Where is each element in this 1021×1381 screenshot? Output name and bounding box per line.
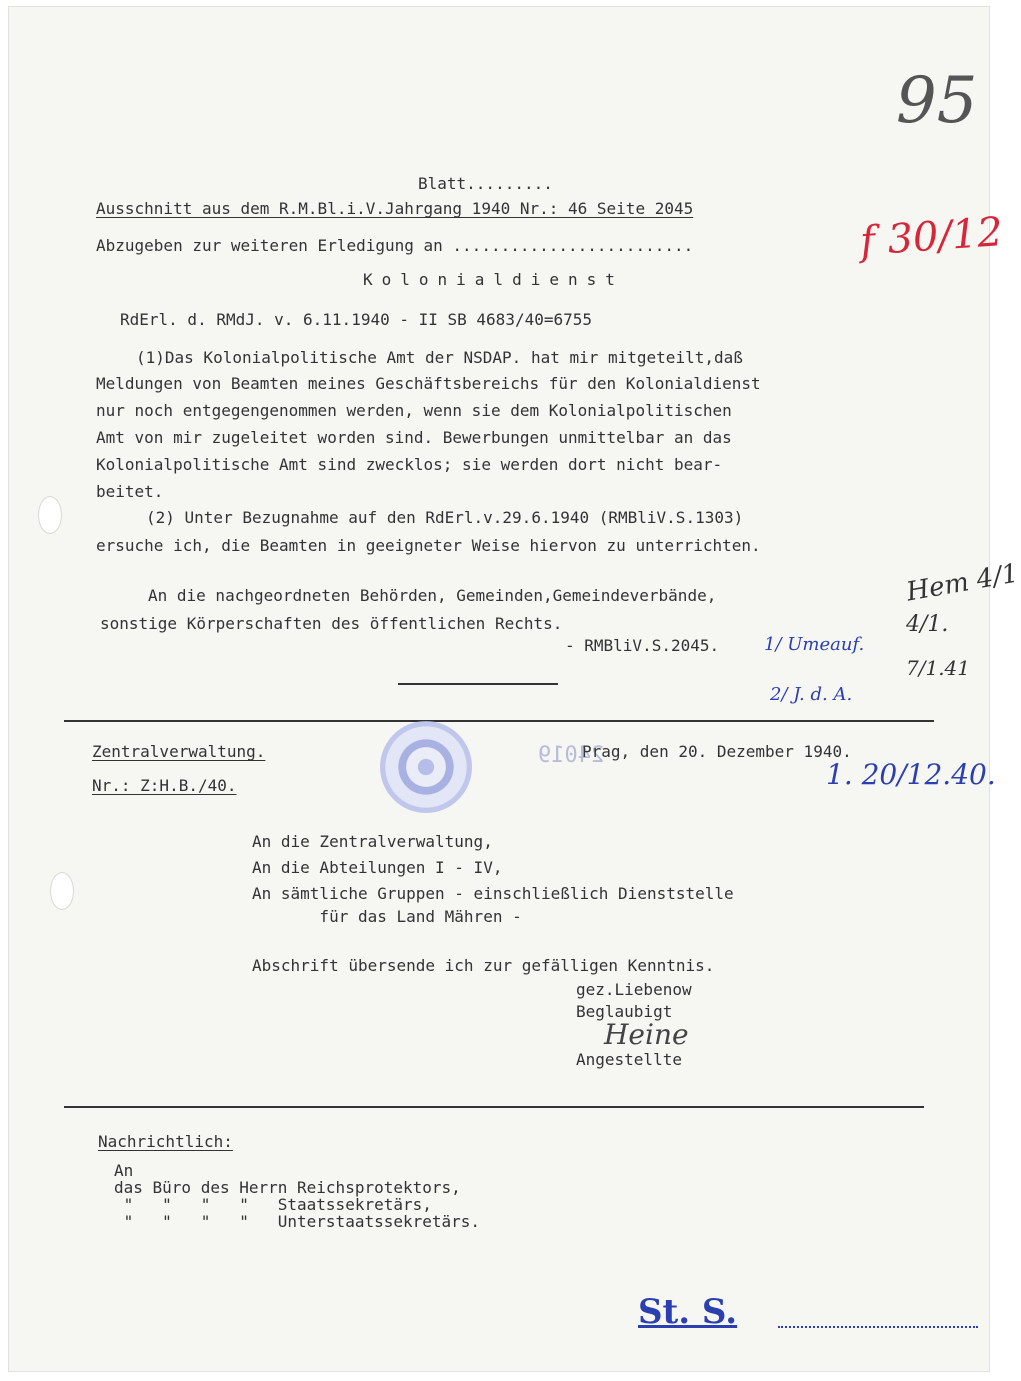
signed-by: gez.Liebenow [576,980,692,999]
certified-label: Beglaubigt [576,1002,673,1021]
blue-handwritten-date: 1. 20/12.40. [826,758,996,791]
nachrichtlich-line: An [114,1161,134,1180]
body-line: Kolonialpolitische Amt sind zwecklos; sie werden dort nicht bear- [96,455,723,474]
seal-stamp [380,721,472,813]
footer-divider [64,1106,924,1108]
nachrichtlich-line: " " " " Staatssekretärs, [114,1195,432,1214]
body-line: nur noch entgegengenommen werden, wenn sie dem Kolonialpolitischen [96,401,732,420]
punch-hole-top [38,496,62,534]
body-line: ersuche ich, die Beamten in geeigneter Weise hiervon zu unterrichten. [96,536,761,555]
addressees-line: An die nachgeordneten Behörden, Gemeinden,Gemeindeverbände, [148,586,717,605]
signer-role: Angestellte [576,1050,682,1069]
document-page [8,6,1021,1372]
body-line: (2) Unter Bezugnahme auf den RdErl.v.29.6.1940 (RMBliV.S.1303) [146,508,744,527]
abschrift-line: Abschrift übersende ich zur gefälligen Kenntnis. [252,956,715,975]
nachrichtlich-label: Nachrichtlich: [98,1132,233,1151]
addressees-line: sonstige Körperschaften des öffentlichen Rechts. [100,614,563,633]
body-line: beitet. [96,482,164,501]
place-date: Prag, den 20. Dezember 1940. [582,742,852,761]
margin-note: Hem 4/1 [904,558,1021,608]
recipient-line: An die Abteilungen I - IV, [252,858,503,877]
blatt-line: Blatt......... [418,174,553,193]
margin-note-blue: 1/ Umeauf. [764,634,865,655]
body-line: (1)Das Kolonialpolitische Amt der NSDAP. hat mir mitgeteilt,daß [136,348,743,367]
recipient-line: für das Land Mähren - [252,907,522,926]
body-line: Amt von mir zugeleitet worden sind. Bewerbungen unmittelbar an das [96,428,732,447]
red-handwritten-mark: f 30/12 [858,209,1005,265]
handwritten-signature: Heine [604,1018,689,1051]
nachrichtlich-line: das Büro des Herrn Reichsprotektors, [114,1178,461,1197]
recipient-line: An sämtliche Gruppen - einschließlich Dienststelle [252,884,734,903]
ausschnitt-line: Ausschnitt aus dem R.M.Bl.i.V.Jahrgang 1940 Nr.: 46 Seite 2045 [96,199,694,218]
footer-stamp [638,1292,737,1332]
section-divider [64,720,934,722]
stamp-number: 24019 [538,743,605,768]
decree-line: RdErl. d. RMdJ. v. 6.11.1940 - II SB 4683/40=6755 [120,310,593,329]
nachrichtlich-line: " " " " Unterstaatssekretärs. [114,1212,481,1231]
footer-stamp-dotted-line [778,1326,978,1328]
page-number: 95 [896,64,978,138]
office-name: Zentralverwaltung. [92,742,266,761]
short-separator [398,683,558,685]
margin-note: 7/1.41 [906,656,970,680]
footer-stamp-text: St. S. [638,1292,738,1332]
body-line: Meldungen von Beamten meines Geschäftsbereichs für den Kolonialdienst [96,374,761,393]
citation: - RMBliV.S.2045. [565,636,720,655]
recipient-line: An die Zentralverwaltung, [252,832,493,851]
margin-note-blue: 2/ J. d. A. [770,684,853,705]
section-title: Kolonialdienst [363,270,624,289]
margin-note: 4/1. [906,612,949,637]
punch-hole-bottom [50,872,74,910]
office-number: Nr.: Z:H.B./40. [92,776,237,795]
abzugeben-line: Abzugeben zur weiteren Erledigung an ......................... [96,236,694,255]
